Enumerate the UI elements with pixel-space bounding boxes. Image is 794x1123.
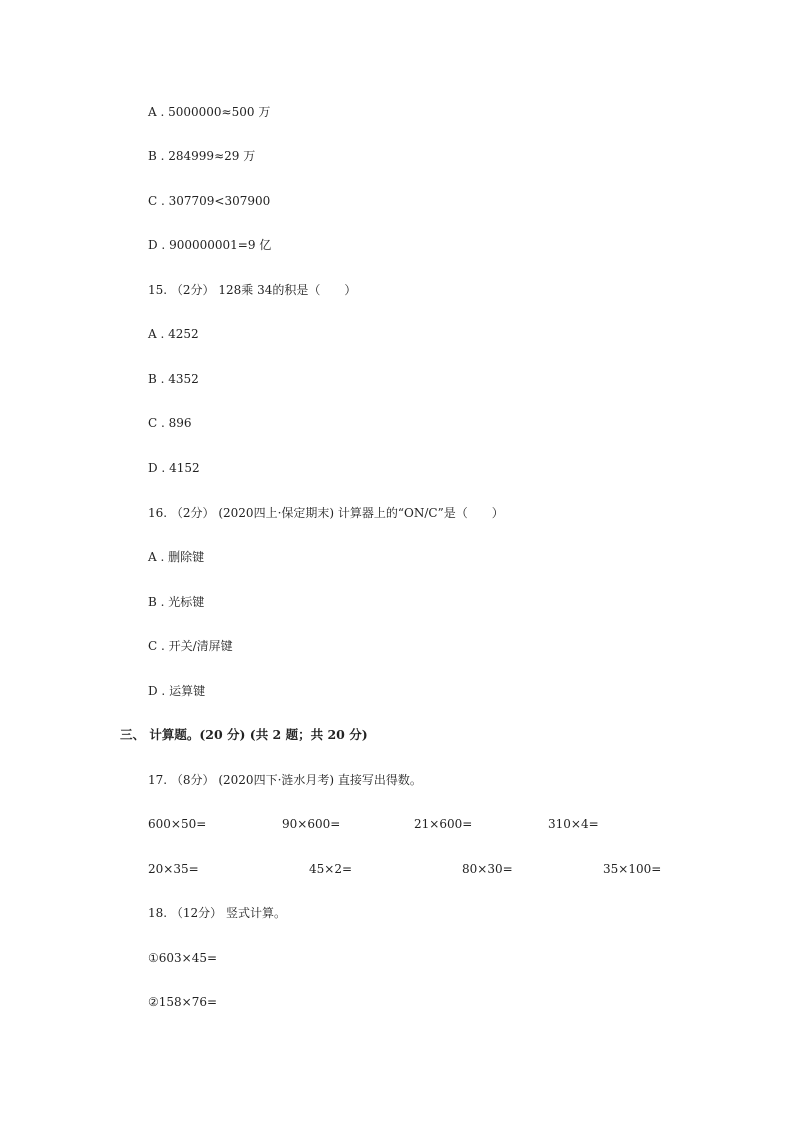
- q17-stem: 17. （8分） (2020四下·涟水月考) 直接写出得数。: [148, 773, 422, 787]
- q17-item: 35×100=: [603, 862, 662, 876]
- q18-item-1: ①603×45=: [148, 951, 218, 965]
- q14-option-a: A . 5000000≈500 万: [148, 105, 271, 119]
- q17-item: 600×50=: [148, 817, 207, 831]
- section-3-heading: 三、 计算题。(20 分) (共 2 题；共 20 分): [120, 727, 368, 742]
- q14-option-d: D . 900000001=9 亿: [148, 238, 272, 252]
- q16-option-c: C . 开关/清屏键: [148, 639, 233, 653]
- q15-option-a: A . 4252: [148, 327, 199, 341]
- q17-item: 310×4=: [548, 817, 599, 831]
- q16-option-d: D . 运算键: [148, 684, 206, 698]
- q17-item: 20×35=: [148, 862, 199, 876]
- q15-stem: 15. （2分） 128乘 34的积是（ ）: [148, 283, 357, 297]
- q15-option-c: C . 896: [148, 416, 192, 430]
- q15-option-b: B . 4352: [148, 372, 199, 386]
- q17-item: 45×2=: [309, 862, 353, 876]
- q16-stem: 16. （2分） (2020四上·保定期末) 计算器上的“ON/C”是（ ）: [148, 506, 504, 520]
- q18-item-2: ②158×76=: [148, 995, 218, 1009]
- q14-option-b: B . 284999≈29 万: [148, 149, 256, 163]
- q15-option-d: D . 4152: [148, 461, 200, 475]
- q17-item: 90×600=: [282, 817, 341, 831]
- q18-stem: 18. （12分） 竖式计算。: [148, 906, 286, 920]
- q16-option-a: A . 删除键: [148, 550, 205, 564]
- q17-item: 80×30=: [462, 862, 513, 876]
- q16-option-b: B . 光标键: [148, 595, 205, 609]
- q14-option-c: C . 307709<307900: [148, 194, 271, 208]
- q17-item: 21×600=: [414, 817, 473, 831]
